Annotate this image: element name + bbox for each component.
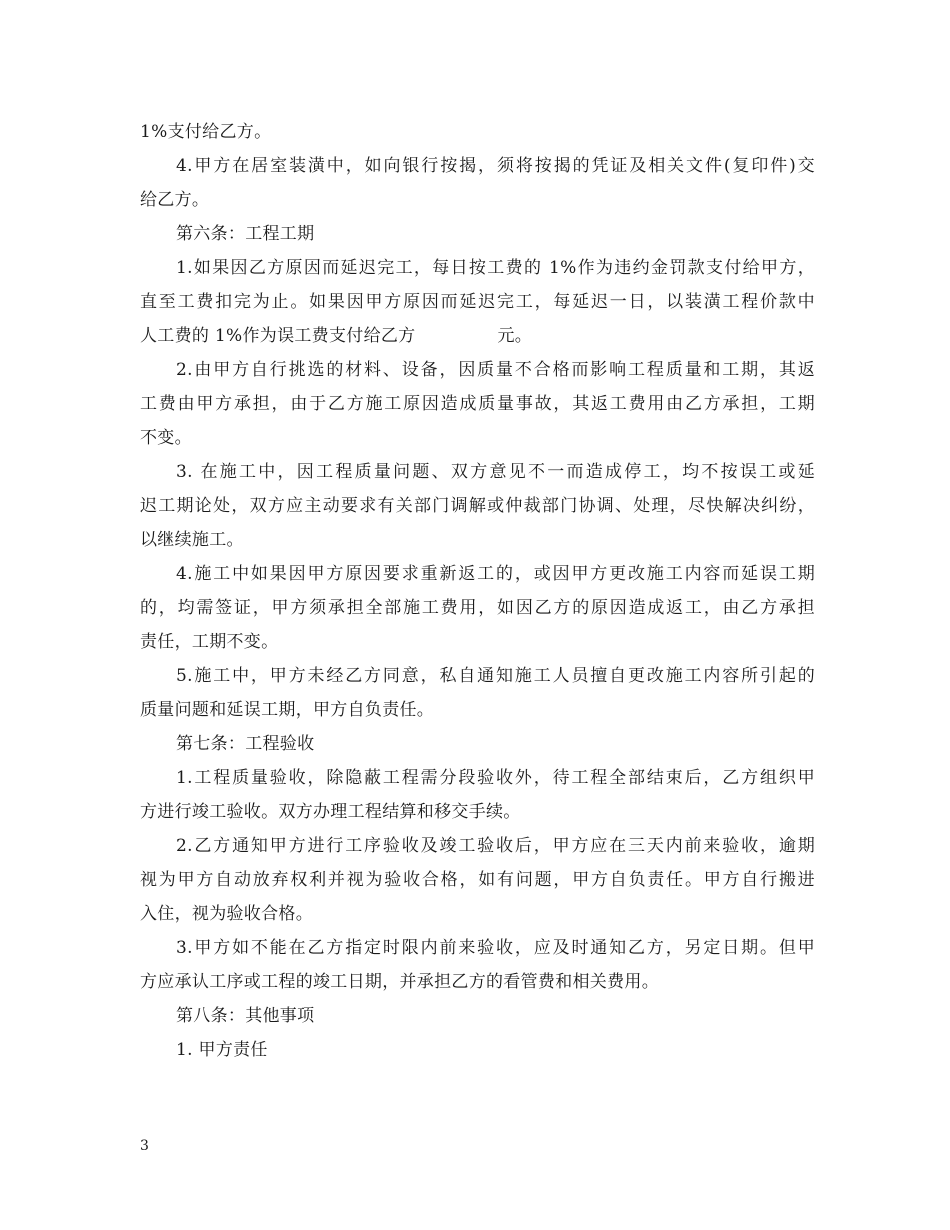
section-heading-7: 第七条：工程验收 xyxy=(176,734,315,754)
text-line: 迟工期论处，双方应主动要求有关部门调解或仲裁部门协调、处理，尽快解决纠纷， xyxy=(140,496,815,516)
text-line: 2.由甲方自行挑选的材料、设备，因质量不合格而影响工程质量和工期，其返 xyxy=(176,360,815,380)
text-line: 3.甲方如不能在乙方指定时限内前来验收，应及时通知乙方，另定日期。但甲 xyxy=(176,938,815,958)
text-line: 质量问题和延误工期，甲方自负责任。 xyxy=(140,700,435,720)
text-line: 3. 在施工中，因工程质量问题、双方意见不一而造成停工，均不按误工或延 xyxy=(176,462,815,482)
text-line: 责任，工期不变。 xyxy=(140,632,279,652)
text-line: 视为甲方自动放弃权利并视为验收合格，如有问题，甲方自负责任。甲方自行搬进 xyxy=(140,870,815,890)
text-line: 方进行竣工验收。双方办理工程结算和移交手续。 xyxy=(140,802,521,822)
text-line xyxy=(140,319,815,353)
text-line: 直至工费扣完为止。如果因甲方原因而延迟完工，每延迟一日，以装潢工程价款中 xyxy=(140,292,815,312)
text-line: 5.施工中，甲方未经乙方同意，私自通知施工人员擅自更改施工内容所引起的 xyxy=(176,666,815,686)
page-number: 3 xyxy=(140,1138,149,1154)
text-line: 1. 甲方责任 xyxy=(176,1040,268,1060)
text-line: 入住，视为验收合格。 xyxy=(140,904,313,924)
section-heading-6: 第六条：工程工期 xyxy=(176,224,315,244)
text-line: 方应承认工序或工程的竣工日期，并承担乙方的看管费和相关费用。 xyxy=(140,972,659,992)
text-line: 2.乙方通知甲方进行工序验收及竣工验收后，甲方应在三天内前来验收，逾期 xyxy=(176,836,815,856)
text-line: 4.甲方在居室装潢中，如向银行按揭，须将按揭的凭证及相关文件(复印件)交 xyxy=(176,156,815,176)
text-fragment: 元。 xyxy=(497,326,533,346)
text-line: 4.施工中如果因甲方原因要求重新返工的，或因甲方更改施工内容而延误工期 xyxy=(176,564,815,584)
text-fragment: 人工费的 1%作为误工费支付给乙方 xyxy=(140,326,416,346)
text-line: 不变。 xyxy=(140,428,192,448)
text-line: 的，均需签证，甲方须承担全部施工费用，如因乙方的原因造成返工，由乙方承担 xyxy=(140,598,815,618)
section-heading-8: 第八条：其他事项 xyxy=(176,1006,315,1026)
text-line: 1.工程质量验收，除隐蔽工程需分段验收外，待工程全部结束后，乙方组织甲 xyxy=(176,768,815,788)
text-line: 工费由甲方承担，由于乙方施工原因造成质量事故，其返工费用由乙方承担，工期 xyxy=(140,394,815,414)
text-line: 1%支付给乙方。 xyxy=(140,122,272,142)
text-line: 1.如果因乙方原因而延迟完工，每日按工费的 1%作为违约金罚款支付给甲方， xyxy=(176,258,815,278)
document-body xyxy=(140,115,815,1067)
text-line: 以继续施工。 xyxy=(140,530,244,550)
text-line: 给乙方。 xyxy=(140,190,210,210)
